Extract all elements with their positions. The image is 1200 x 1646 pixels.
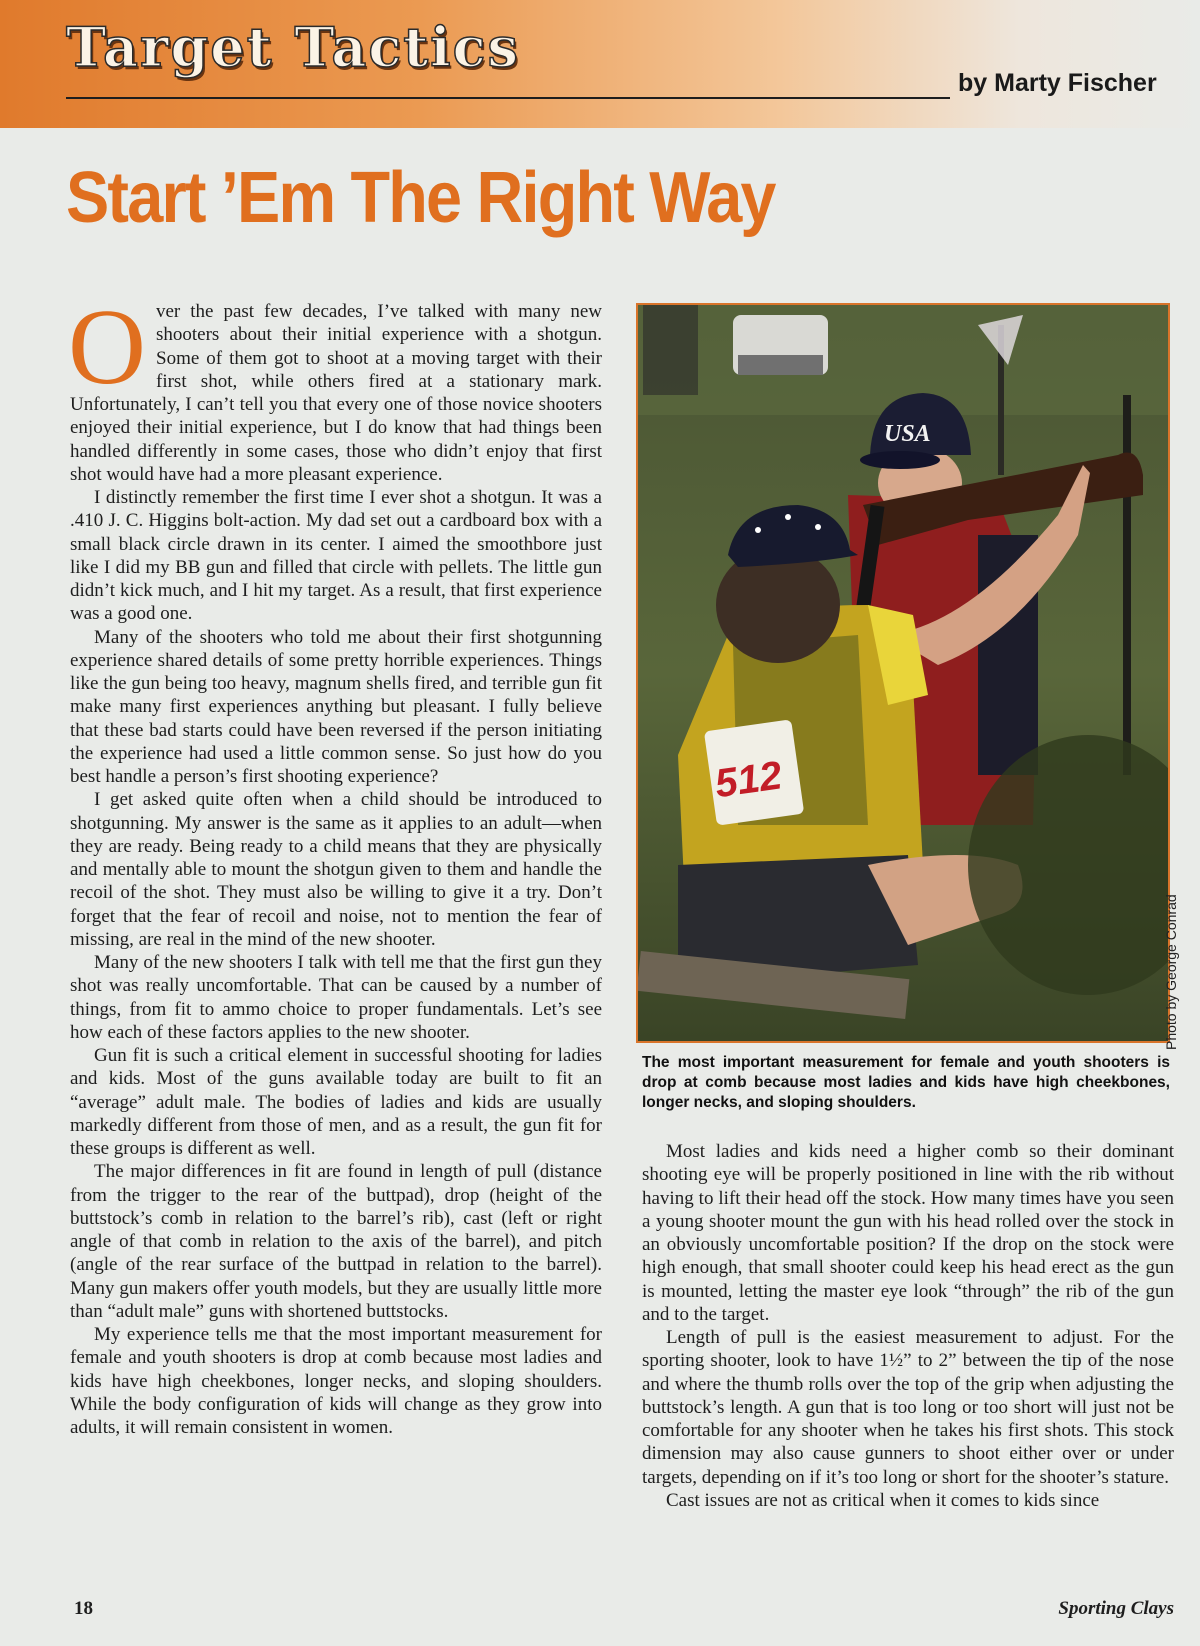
article-headline: Start ’Em The Right Way xyxy=(66,158,775,238)
page-number: 18 xyxy=(74,1598,93,1619)
photo-illustration xyxy=(638,305,1168,1041)
drop-cap: O xyxy=(68,288,146,407)
article-paragraph: The major differences in fit are found in length of pull (distance from the trigger to the rear of the buttpad), drop (height of the buttstock’s comb in relation to the barrel’s rib), cast (left or right angle of that comb in relation to the axis of the barrel), and pitch (angle of the rear surface of the buttpad in relation to the barrel). Many gun makers offer youth models, but they are usually little more than “adult male” guns with shortened buttstocks. xyxy=(70,1161,602,1322)
article-right-column xyxy=(642,1140,1174,1560)
article-paragraph: Most ladies and kids need a higher comb so their dominant shooting eye will be properly positioned in line with the rib without having to lift their head off the stock. How many times have you seen a young shooter mount the gun with his head rolled over the stock in an obviously uncomfortable position? If the drop on the stock were high enough, that small shooter could keep his head erect as the gun is mounted, letting the master eye look “through” the rib of the gun and to the target. xyxy=(642,1141,1174,1325)
magazine-name: Sporting Clays xyxy=(1058,1598,1174,1619)
article-left-column xyxy=(68,288,602,1566)
byline: by Marty Fischer xyxy=(958,69,1157,97)
photo-caption: The most important measurement for female and youth shooters is drop at comb because most ladies and kids have high cheekbones, longer necks, and sloping shoulders. xyxy=(642,1054,1170,1111)
article-paragraph: Length of pull is the easiest measurement to adjust. For the sporting shooter, look to have 1½” to 2” between the tip of the nose and where the thumb rolls over the top of the grip when adjusting the buttstock’s length. A gun that is too long or too short will just not be comfortable for any shooter when he takes his first shots. This stock dimension may also cause gunners to shoot either over or under targets, depending on if it’s too long or short for the shooter’s stature. xyxy=(642,1327,1174,1488)
article-paragraph: Many of the shooters who told me about their first shotgunning experience shared details of some pretty horrible experiences. Things like the gun being too heavy, magnum shells fired, and terrible gun fit make many first experiences anything but pleasant. I fully believe that these bad starts could have been reversed if the person initiating the experience had used a little common sense. So just how do you best handle a person’s first shooting experience? xyxy=(70,626,602,787)
header-rule xyxy=(66,97,950,99)
article-paragraph: Over the past few decades, I’ve talked with many new shooters about their initial experience with a shotgun. Some of them got to shoot at a moving target with their first shot, while others fired at a stationary mark. Unfortunately, I can’t tell you that every one of those novice shooters enjoyed their initial experience, but I do know that had things been handled differently in some cases, those who didn’t enjoy that first shot would have had a more pleasant experience. xyxy=(68,288,602,485)
section-title: Target Tactics xyxy=(66,15,520,79)
bib-number: 512 xyxy=(712,753,785,807)
article-paragraph: I distinctly remember the first time I ever shot a shotgun. It was a .410 J. C. Higgins bolt-action. My dad set out a cardboard box with a small black circle drawn in its center. I aimed the smoothbore just like I did my BB gun and filled that circle with pellets. The little gun didn’t kick much, and I hit my target. As a result, that first experience was a good one. xyxy=(70,487,602,625)
article-paragraph: Gun fit is such a critical element in successful shooting for ladies and kids. Most of the guns available today are built to fit an “average” adult male. The bodies of ladies and kids are usually markedly different from those of men, and as a result, the gun fit for these groups is different as well. xyxy=(70,1045,602,1159)
article-paragraph: My experience tells me that the most important measurement for female and youth shooters is drop at comb because most ladies and kids have high cheekbones, longer necks, and sloping shoulders. While the body configuration of kids will change as they grow into adults, it will remain consistent in women. xyxy=(70,1324,602,1438)
photo-credit: Photo by George Conrad xyxy=(1163,894,1179,1050)
article-paragraph: Cast issues are not as critical when it comes to kids since xyxy=(666,1489,1100,1511)
article-paragraph: I get asked quite often when a child should be introduced to shotgunning. My answer is the same as it applies to an adult—when they are ready. Being ready to a child means that they are physically and mentally able to mount the shotgun given to them and handle the recoil of the shot. They must also be willing to give it a try. Don’t forget that the fear of recoil and noise, not to mention the fear of missing, are real in the mind of the new shooter. xyxy=(70,789,602,950)
cap-text: USA xyxy=(884,421,931,447)
article-photo xyxy=(636,303,1170,1043)
article-paragraph: Many of the new shooters I talk with tell me that the first gun they shot was really uncomfortable. That can be caused by a number of things, from fit to ammo choice to proper fundamentals. Let’s see how each of these factors applies to the new shooter. xyxy=(70,952,602,1043)
